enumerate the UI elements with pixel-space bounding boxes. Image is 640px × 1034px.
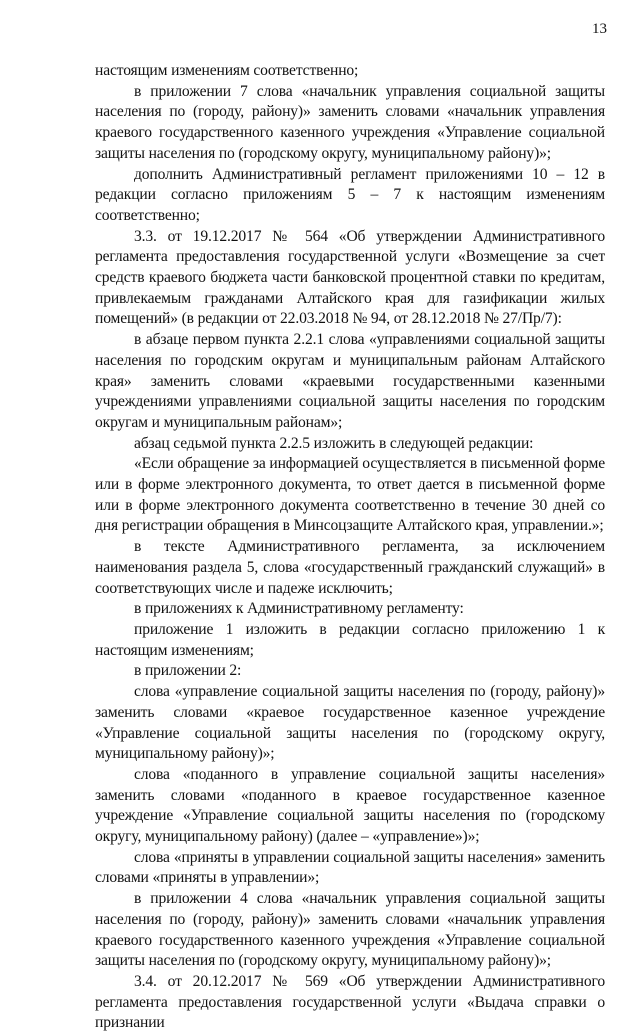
document-body (95, 61, 605, 1034)
paragraph-appendices-intro: в приложениях к Административному регламенту: (134, 600, 464, 618)
paragraph-appendix-4-replacement: в приложении 4 слова «начальник управления социальной защиты населения по (городу, району)» заменить словами «начальник управления краевого государственного казенного учреждения «Управление социальной защиты населения по (городскому округу, муниципальному району)»; (95, 890, 605, 970)
paragraph-item-3-4: 3.4. от 20.12.2017 № 569 «Об утверждении Административного регламента предоставления государственной услуги «Выдача справки о признании (95, 972, 605, 1032)
page-number: 13 (592, 21, 607, 37)
paragraph-appendix-2-replacement-2: слова «поданного в управление социальной защиты населения» заменить словами «поданного в краевое государственное казенное учреждение «Управление социальной защиты населения по (городскому округу, муниципальному району) (далее – «управление»)»; (95, 765, 605, 846)
paragraph-item-3-3: 3.3. от 19.12.2017 № 564 «Об утверждении Административного регламента предоставления государственной услуги «Возмещение за счет средств краевого бюджета части банковской процентной ставки по кредитам, привлекаемым гражданами Алтайского края для газификации жилых помещений» (в редакции от 22.03.2018 № 94, от 28.12.2018 № 27/Пр/7): (95, 227, 605, 328)
paragraph-continuation: настоящим изменениям соответственно; (95, 62, 359, 79)
paragraph-appendix-2-replacement-3: слова «приняты в управлении социальной защиты населения» заменить словами «приняты в управлении»; (95, 848, 605, 887)
paragraph-regulation-text-change: в тексте Административного регламента, за исключением наименования раздела 5, слова «государственный гражданский служащий» в соответствующих числе и падеже исключить; (95, 538, 605, 597)
paragraph-quoted-text: «Если обращение за информацией осуществляется в письменной форме или в форме электронного документа, то ответ дается в письменной форме или в форме электронного документа соответственно в течение 30 дней со дня регистрации обращения в Минсоцзащите Алтайского края, управлении.»; (95, 455, 605, 535)
paragraph-appendix-1: приложение 1 изложить в редакции согласно приложению 1 к настоящим изменениям; (95, 620, 605, 659)
paragraph-clause-2-2-5: абзац седьмой пункта 2.2.5 изложить в следующей редакции: (134, 434, 534, 452)
paragraph-add-appendices: дополнить Административный регламент приложениями 10 – 12 в редакции согласно приложениям 5 – 7 к настоящим изменениям соответственно; (95, 165, 605, 224)
paragraph-appendix-2-intro: в приложении 2: (134, 662, 242, 680)
paragraph-clause-2-2-1: в абзаце первом пункта 2.2.1 слова «управлениями социальной защиты населения по городским округам и муниципальным районам Алтайского края» заменить словами «краевыми государственными казенными учреждениями управлениями социальной защиты населения по городским округам и муниципальным районам»; (95, 331, 605, 431)
paragraph-appendix-7-replacement: в приложении 7 слова «начальник управления социальной защиты населения по (городу, району)» заменить словами «начальник управления краевого государственного казенного учреждения «Управление социальной защиты населения по (городскому округу, муниципальному району)»; (95, 82, 605, 162)
paragraph-appendix-2-replacement-1: слова «управление социальной защиты населения по (городу, району)» заменить словами «краевое государственное казенное учреждение «Управление социальной защиты населения по (городскому округу, муниципальному району)»; (95, 683, 605, 763)
